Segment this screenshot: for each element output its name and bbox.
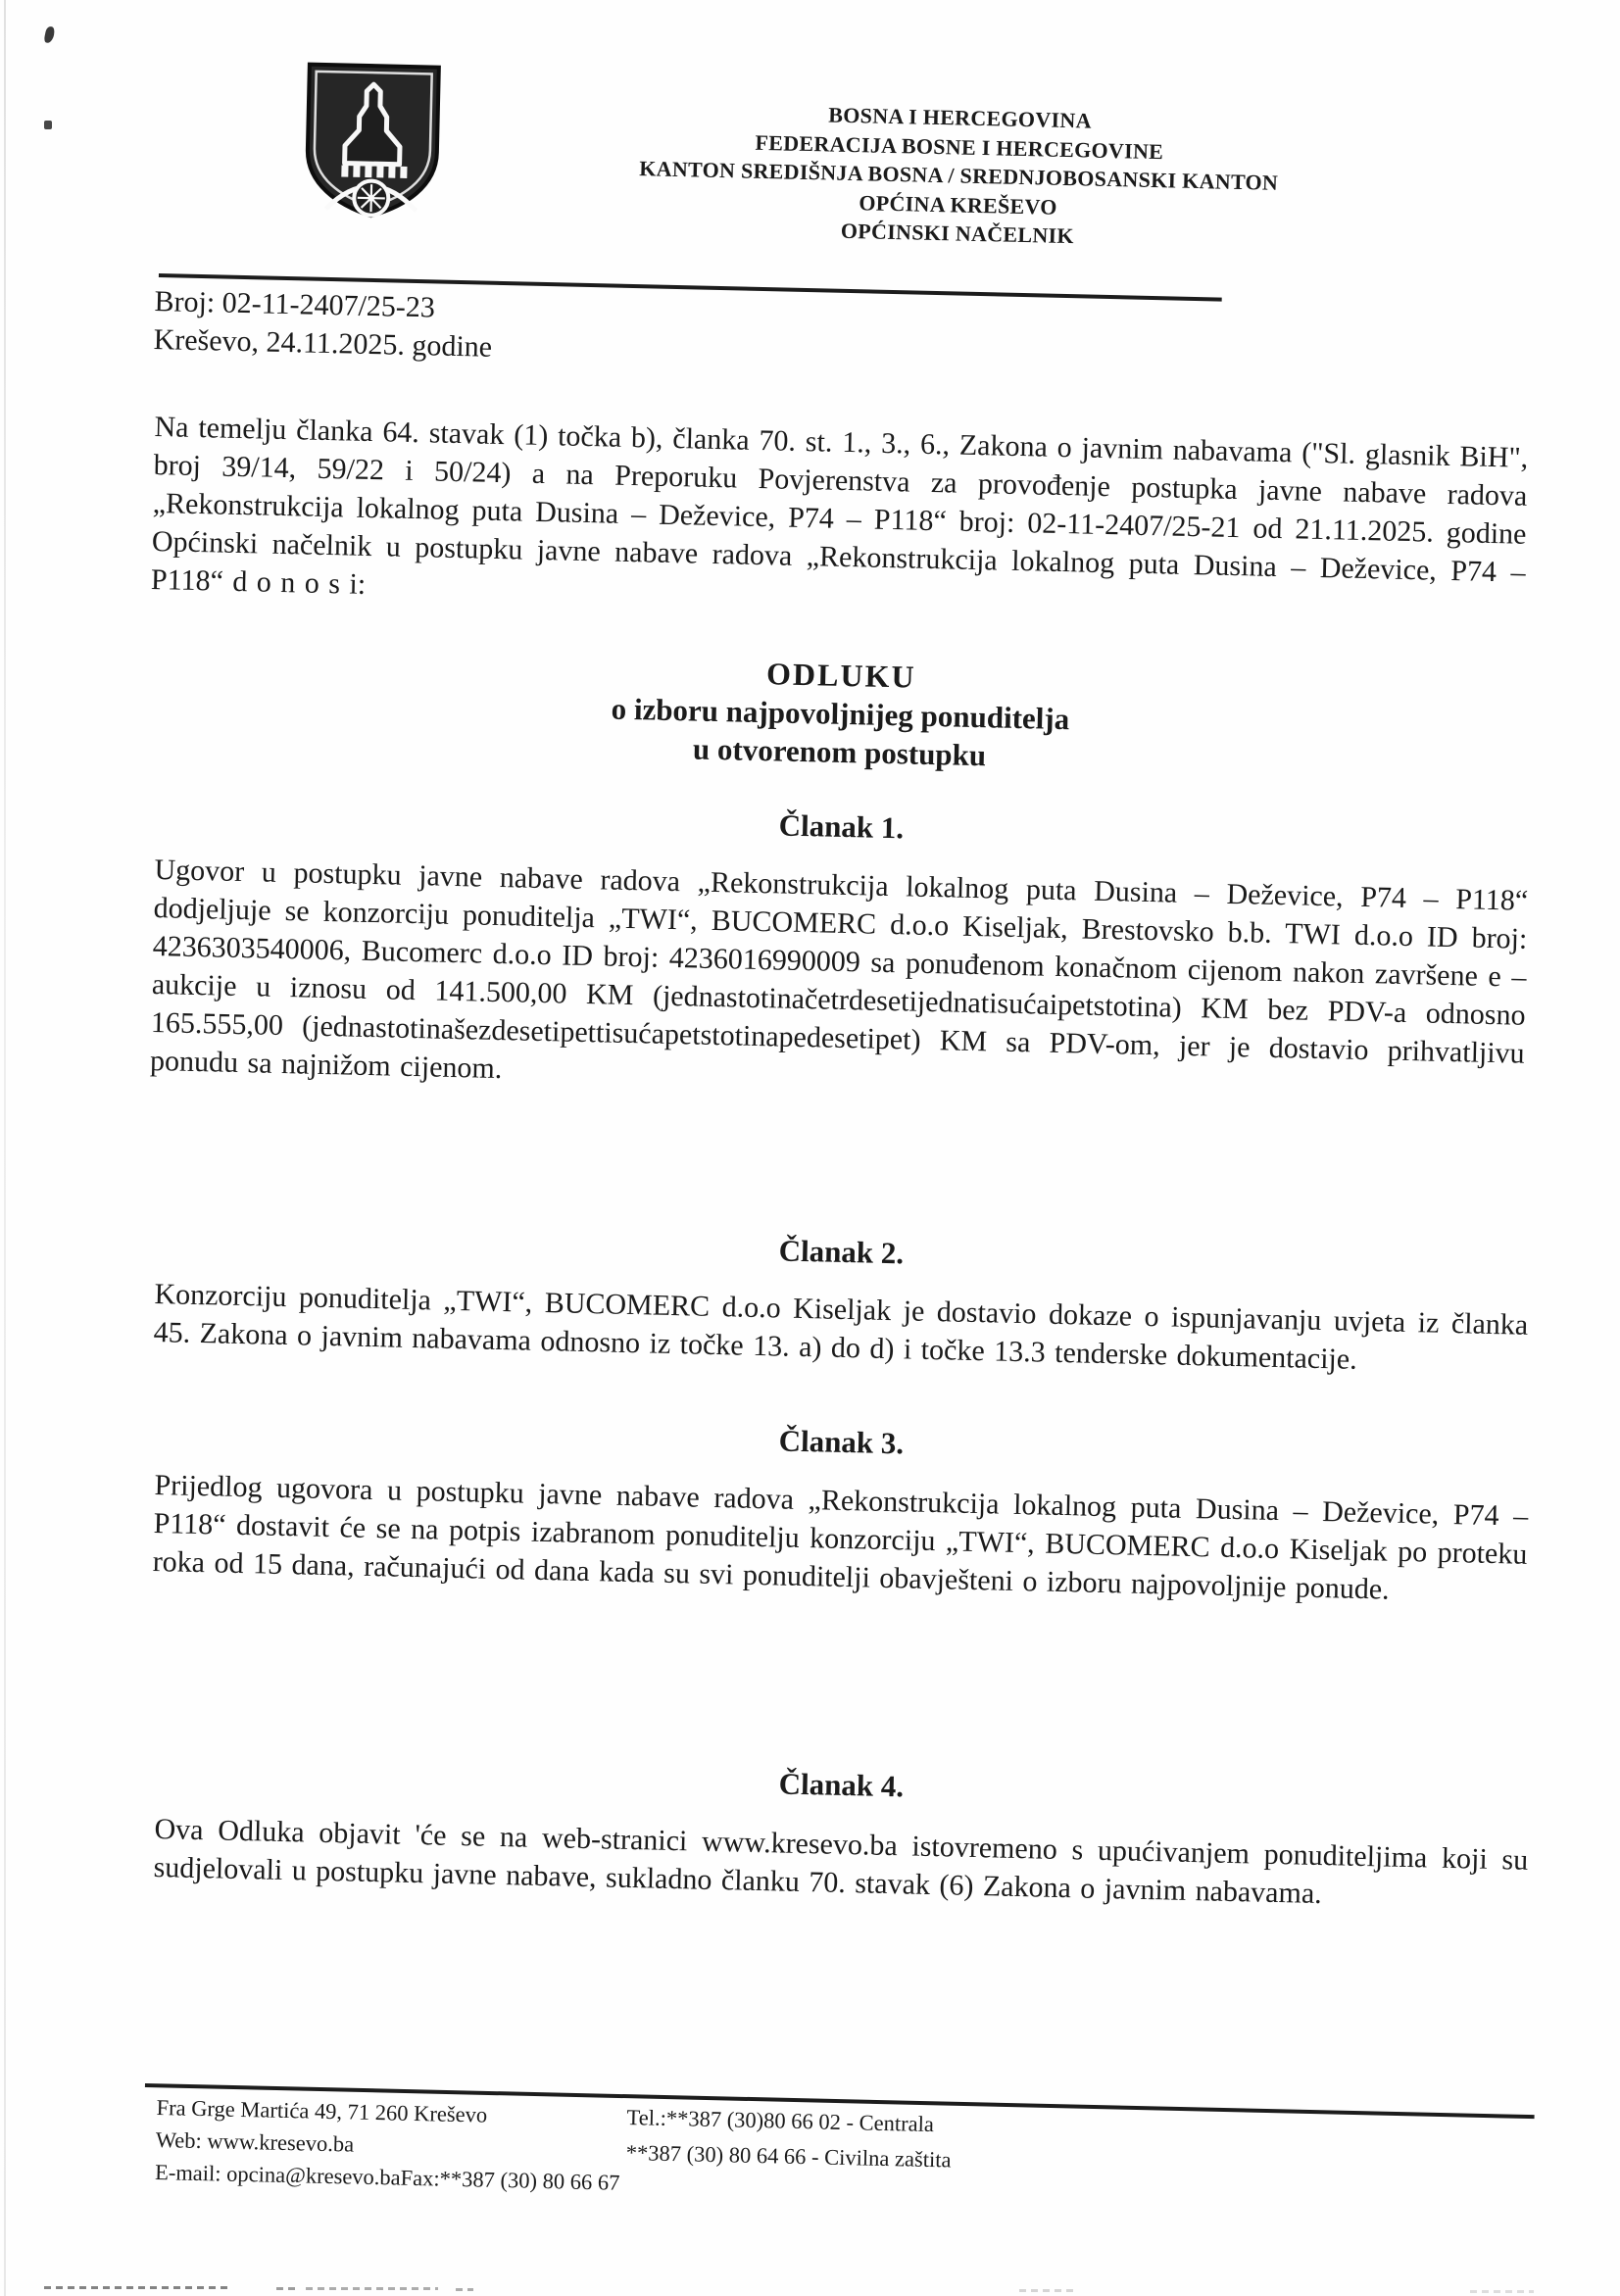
scan-bottom-artifact xyxy=(44,2286,230,2289)
scan-bottom-artifact xyxy=(456,2288,473,2291)
letterhead xyxy=(546,94,1372,258)
article-3-heading: Članak 3. xyxy=(778,1423,905,1461)
scan-speck-artifact xyxy=(44,121,52,129)
article-2-body: Konzorciju ponuditelja „TWI“, BUCOMERC d.o.o Kiseljak je dostavio dokaze o ispunjavanju uvjeta iz članka 45. Zakona o javnim nabavama odnosno iz točke 13. a) do d) i točke 13.3 tenderske dokumentacije. xyxy=(153,1277,1529,1376)
decision-title: ODLUKU xyxy=(765,656,916,695)
preamble-paragraph: Na temelju članka 64. stavak (1) točka b), članka 70. st. 1., 3., 6., Zakona o javnim nabavama ("Sl. glasnik BiH", broj 39/14, 59/22 i 50/24) a na Preporuku Povjerenstva za provođenje postupka javne nabave radova „Rekonstrukcija lokalnog puta Dusina – Deževice, P74 – P118“ broj: 02-11-2407/25-21 od 21.11.2025. godine Općinski načelnik u postupku javne nabave radova „Rekonstrukcija lokalnog puta Dusina – Deževice, P74 – P118“ d o n o s i: xyxy=(150,410,1529,601)
reference-block xyxy=(153,282,493,366)
document-number: Broj: 02-11-2407/25-23 xyxy=(154,284,436,324)
wheel-icon xyxy=(354,180,389,216)
kresevo-coat-of-arms-icon xyxy=(298,59,447,221)
article-3-body: Prijedlog ugovora u postupku javne nabave radova „Rekonstrukcija lokalnog puta Dusina – Deževice, P74 – P118“ dostavit će se na potpis izabranom ponuditelju konzorciju „TWI“, BUCOMERC d.o.o Kiseljak po proteku roka od 15 dana, računajući od dana kada su svi ponuditelji obavješteni o izboru najpovoljnije ponude. xyxy=(152,1468,1529,1606)
footer-web: Web: www.kresevo.ba xyxy=(155,2126,355,2157)
article-4-body: Ova Odluka objavit 'će se na web-stranici www.kresevo.ba istovremeno s upućivanjem ponuditeljima koji su sudjelovali u postupku javne nabave, sukladno članku 70. stavak (6) Zakona o javnim nabavama. xyxy=(153,1812,1529,1911)
org-line-canton: KANTON SREDIŠNJA BOSNA / SREDNJOBOSANSKI KANTON xyxy=(638,156,1279,195)
scan-bottom-artifact xyxy=(306,2287,438,2290)
scan-edge-artifact xyxy=(4,0,6,2296)
decision-subtitle-2: u otvorenom postupku xyxy=(692,731,987,773)
scan-bottom-artifact xyxy=(1470,2290,1534,2293)
footer-tel-centrala: Tel.:**387 (30)80 66 02 - Centrala xyxy=(626,2104,935,2137)
footer-address: Fra Grge Martića 49, 71 260 Kreševo xyxy=(156,2094,488,2127)
scan-bottom-artifact xyxy=(276,2287,296,2290)
footer-tel-civilna: **387 (30) 80 64 66 - Civilna zaštita xyxy=(625,2139,952,2173)
org-line-federation: FEDERACIJA BOSNE I HERCEGOVINE xyxy=(755,129,1164,164)
article-1-heading: Članak 1. xyxy=(778,807,905,846)
footer-contact-right xyxy=(625,2100,952,2178)
footer-contact-left xyxy=(155,2091,621,2199)
article-2-heading: Članak 2. xyxy=(778,1233,905,1271)
org-line-municipality: OPĆINA KREŠEVO xyxy=(859,189,1058,220)
place-and-date: Kreševo, 24.11.2025. godine xyxy=(153,322,493,364)
footer-email-fax: E-mail: opcina@kresevo.baFax:**387 (30) 80 66 67 xyxy=(154,2159,620,2195)
org-line-country: BOSNA I HERCEGOVINA xyxy=(828,102,1093,133)
article-1-body: Ugovor u postupku javne nabave radova „Rekonstrukcija lokalnog puta Dusina – Deževice, P74 – P118“ dodjeljuje se konzorciju ponuditelja „TWI“, BUCOMERC d.o.o Kiseljak, Brestovsko b.b. TWI d.o.o ID broj: 4236303540006, Bucomerc d.o.o ID broj: 4236016990009 sa ponuđenom konačnom cijenom nakon završene e – aukcije u iznosu od 141.500,00 KM (jednastotinačetrdesetijednatisućaipetstotina) KM bez PDV-a odnosno 165.555,00 (jednastotinašezdesetipettisućapetstotinapedesetipet) KM sa PDV-om, jer je dostavio prihvatljivu ponudu sa najnižom cijenom. xyxy=(149,853,1529,1086)
article-4-heading: Članak 4. xyxy=(778,1766,905,1804)
org-line-mayor-office: OPĆINSKI NAČELNIK xyxy=(840,218,1075,249)
decision-title-block xyxy=(152,640,1528,787)
scan-bottom-artifact xyxy=(1019,2289,1078,2292)
scan-speck-artifact xyxy=(43,25,55,43)
decision-subtitle-1: o izboru najpovoljnijeg ponuditelja xyxy=(611,691,1070,737)
